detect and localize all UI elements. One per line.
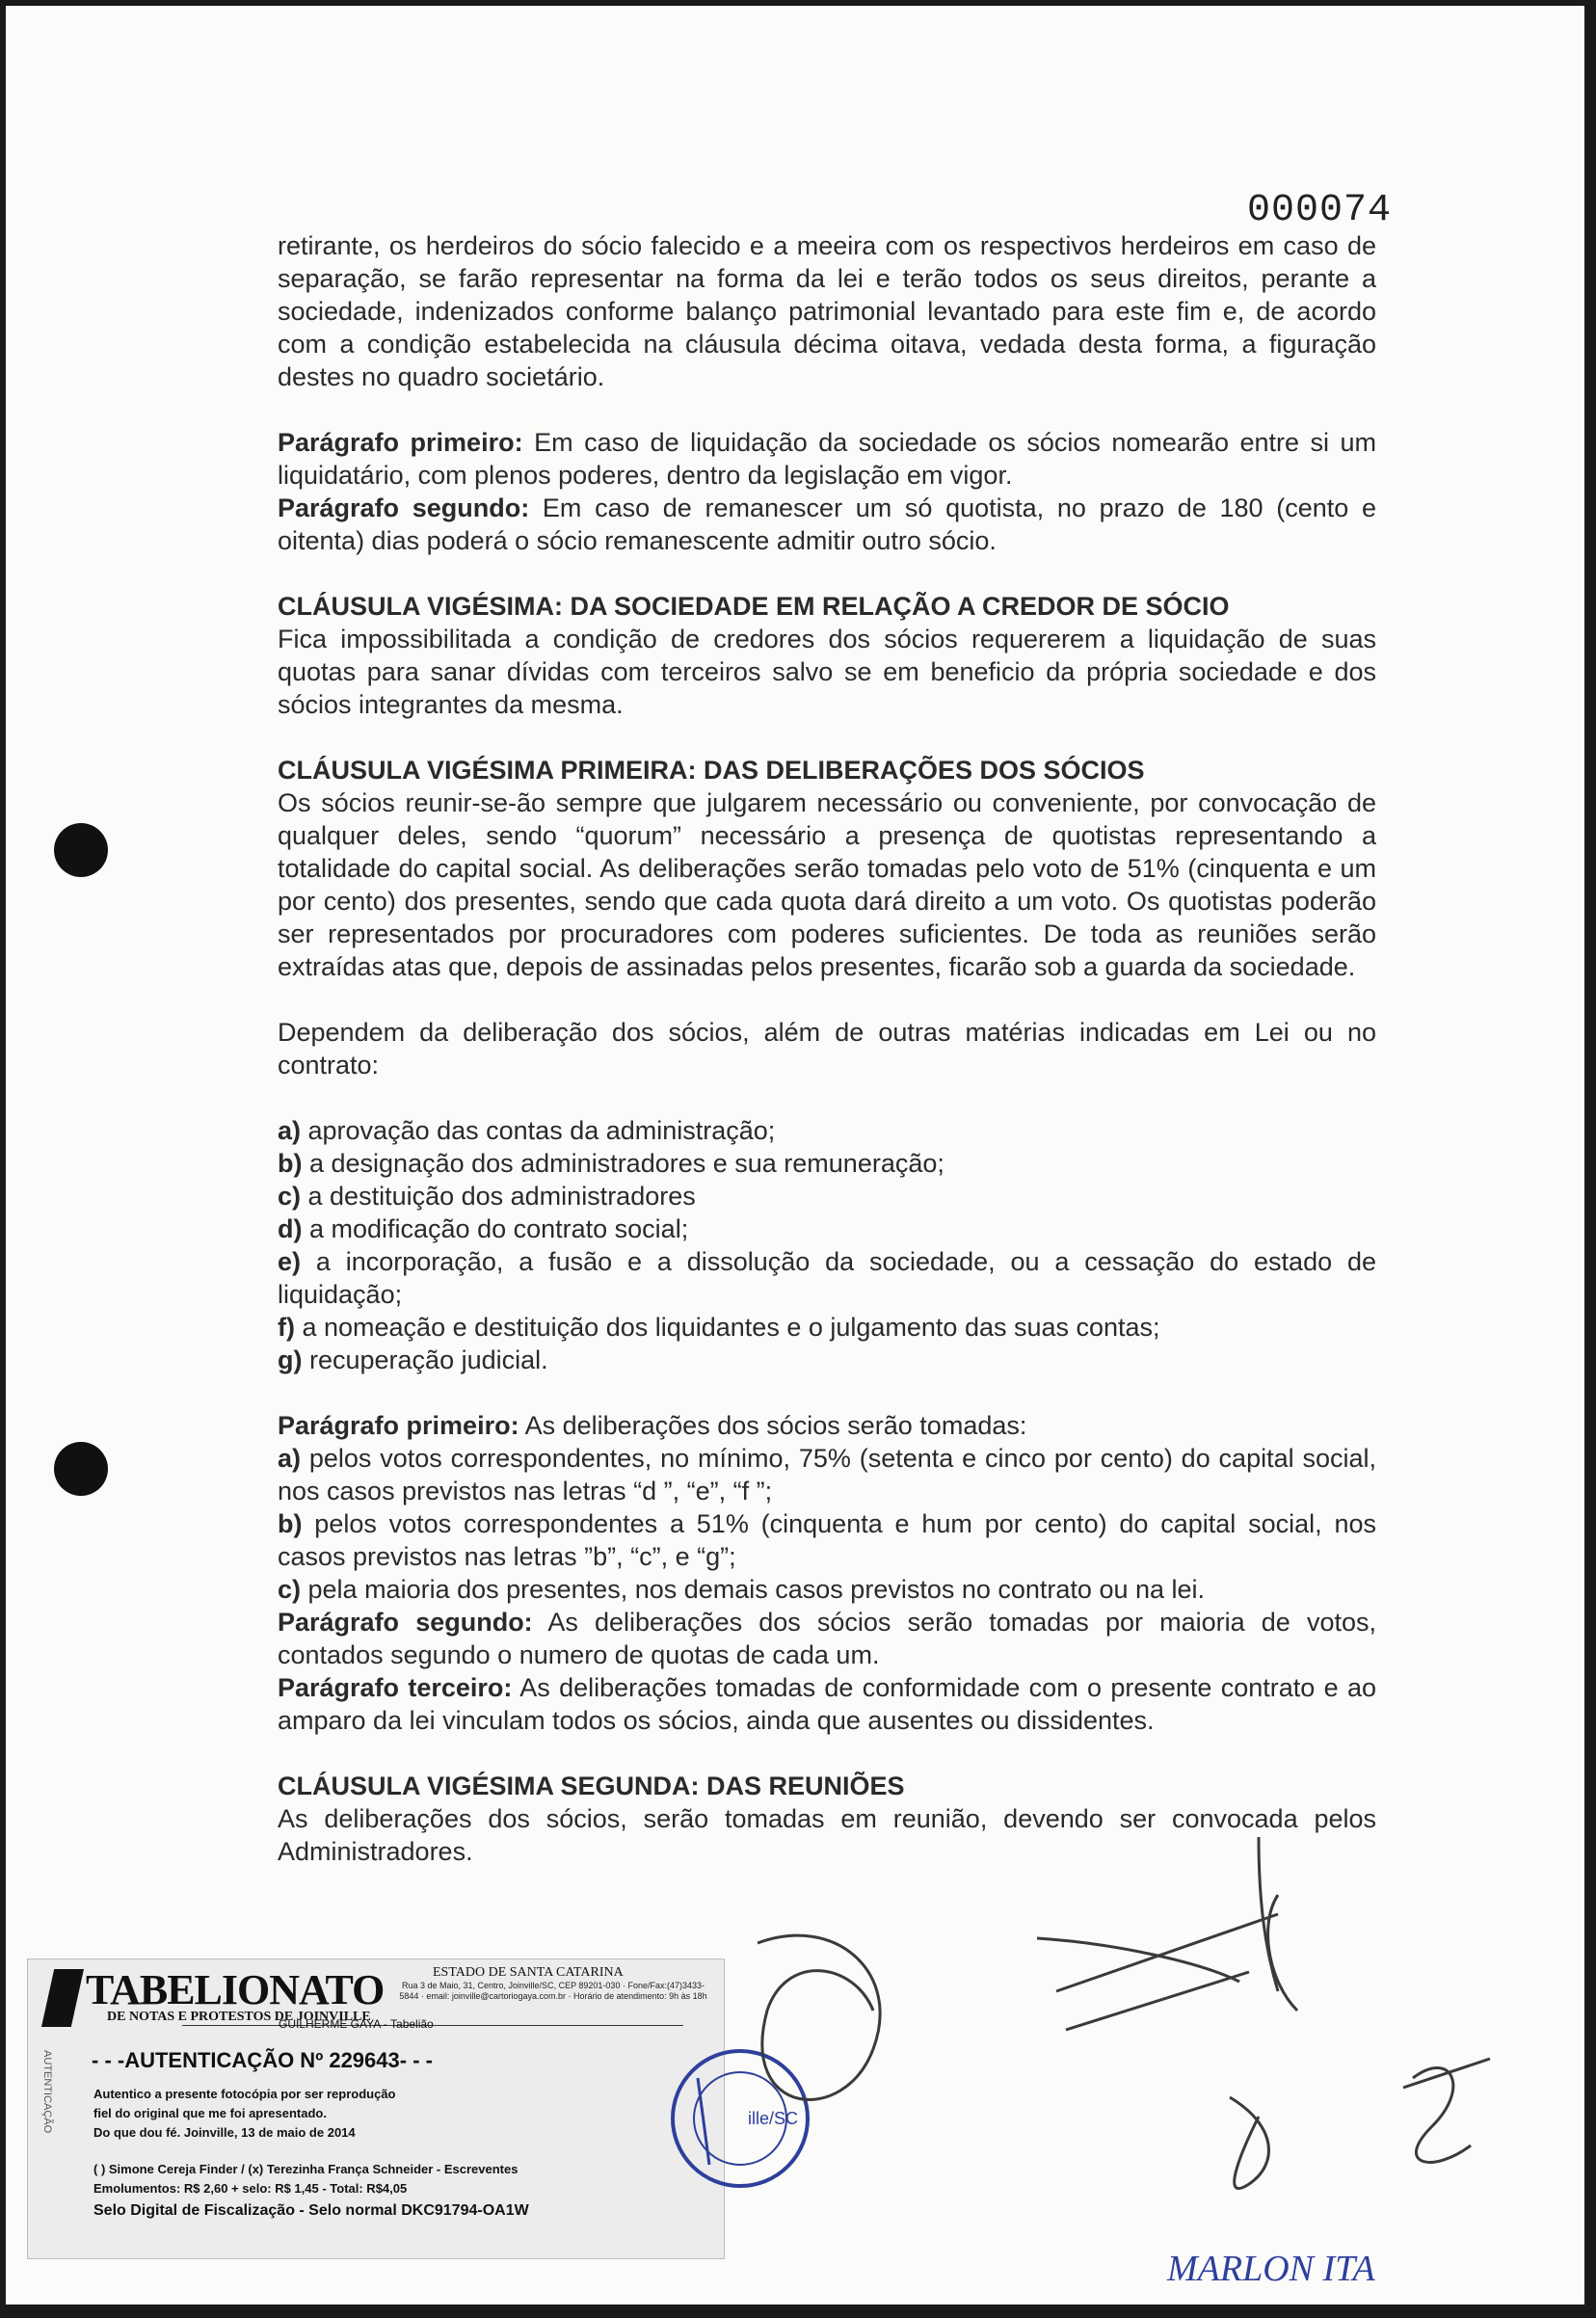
clause-20-heading: CLÁUSULA VIGÉSIMA: DA SOCIEDADE EM RELAÇÃO A CREDOR DE SÓCIO — [278, 592, 1230, 621]
clause-21-heading: CLÁUSULA VIGÉSIMA PRIMEIRA: DAS DELIBERAÇÕES DOS SÓCIOS — [278, 756, 1145, 785]
liquidation-paragraph-1: Parágrafo primeiro: Em caso de liquidação da sociedade os sócios nomearão entre si um liquidatário, com plenos poderes, dentro da legislação em vigor. — [278, 428, 1376, 490]
clause-21-paragraph-3: Parágrafo terceiro: As deliberações tomadas de conformidade com o presente contrato e ao amparo da lei vinculam todos os sócios, ainda que ausentes ou dissidentes. — [278, 1673, 1376, 1735]
clause-22-heading: CLÁUSULA VIGÉSIMA SEGUNDA: DAS REUNIÕES — [278, 1772, 905, 1800]
list-item: c) a destituição dos administradores — [278, 1182, 696, 1211]
handwritten-signature — [758, 1837, 1490, 2189]
stamp-line: ( ) Simone Cereja Finder / (x) Terezinha França Schneider - Escreventes — [93, 2162, 519, 2176]
authentication-number: - - -AUTENTICAÇÃO Nº 229643- - - — [92, 2048, 433, 2072]
list-item: b) a designação dos administradores e sua remuneração; — [278, 1149, 944, 1178]
stamp-line: fiel do original que me foi apresentado. — [93, 2106, 327, 2120]
notary-owner: GUILHERME GAYA - Tabelião — [279, 2017, 434, 2031]
clause-22-text: As deliberações dos sócios, serão tomadas em reunião, devendo ser convocada pelos Administradores. — [278, 1804, 1376, 1866]
stamp-line: Autentico a presente fotocópia por ser reprodução — [93, 2087, 396, 2101]
svg-text:ille/SC: ille/SC — [748, 2109, 799, 2128]
clause-21-paragraph-1: Parágrafo primeiro: As deliberações dos sócios serão tomadas: — [278, 1411, 1027, 1440]
stamp-side-label: AUTENTICAÇÃO — [41, 2050, 53, 2134]
notary-brand-subtitle: DE NOTAS E PROTESTOS DE JOINVILLE — [107, 2010, 371, 2024]
document-number: 000074 — [1247, 189, 1393, 232]
signatures-and-seal — [6, 6, 1584, 2305]
stamp-line: Do que dou fé. Joinville, 13 de maio de 2014 — [93, 2125, 356, 2140]
liquidation-paragraph-2: Parágrafo segundo: Em caso de remanescer um só quotista, no prazo de 180 (cento e oitenta) dias poderá o sócio remanescente admitir outro sócio. — [278, 493, 1376, 555]
notary-state: ESTADO DE SANTA CATARINA — [433, 1965, 624, 1980]
round-seal-icon — [673, 2051, 808, 2186]
list-item: e) a incorporação, a fusão e a dissolução da sociedade, ou a cessação do estado de liquidação; — [278, 1247, 1376, 1309]
notary-brand: TABELIONATO — [86, 1966, 385, 2013]
list-item: g) recuperação judicial. — [278, 1346, 548, 1374]
list-item: a) aprovação das contas da administração; — [278, 1116, 776, 1145]
document-page — [6, 6, 1584, 2305]
stamp-line: Selo Digital de Fiscalização - Selo normal DKC91794-OA1W — [93, 2202, 529, 2219]
list-item: d) a modificação do contrato social; — [278, 1214, 689, 1243]
list-item: a) pelos votos correspondentes, no mínimo, 75% (setenta e cinco por cento) do capital social, nos casos previstos nas letras “d ”, “e”, “f ”; — [278, 1444, 1376, 1505]
list-item: f) a nomeação e destituição dos liquidantes e o julgamento das suas contas; — [278, 1313, 1160, 1342]
clause-21-text: Os sócios reunir-se-ão sempre que julgarem necessário ou conveniente, por convocação de qualquer deles, sendo “quorum” necessário a presença de quotistas representando a totalidade do capital social. As deliberações serão tomadas pelo voto de 51% (cinquenta e um por cento) dos presentes, sendo que cada quota dará direito a um voto. Os quotistas poderão ser representados por procuradores com poderes suficientes. De toda as reuniões serão extraídas atas que, depois de assinadas pelos presentes, ficarão sob a guarda da sociedade. — [278, 788, 1376, 981]
list-item: b) pelos votos correspondentes a 51% (cinquenta e hum por cento) do capital social, nos casos previstos nas letras ”b”, “c”, e “g”; — [278, 1509, 1376, 1571]
handwritten-name: MARLON ITA — [1167, 2249, 1375, 2289]
clause-21-depend: Dependem da deliberação dos sócios, além de outras matérias indicadas em Lei ou no contrato: — [278, 1018, 1376, 1079]
list-item: c) pela maioria dos presentes, nos demais casos previstos no contrato ou na lei. — [278, 1575, 1206, 1604]
stamp-line: Emolumentos: R$ 2,60 + selo: R$ 1,45 - Total: R$4,05 — [93, 2181, 408, 2196]
paragraph-retirante: retirante, os herdeiros do sócio falecido e a meeira com os respectivos herdeiros em caso de separação, se farão representar na forma da lei e terão todos os seus direitos, perante a sociedade, indenizados conforme balanço patrimonial levantado para este fim e, de acordo com a condição estabelecida na cláusula décima oitava, vedada desta forma, a figuração destes no quadro societário. — [278, 231, 1376, 391]
clause-21-paragraph-2: Parágrafo segundo: As deliberações dos sócios serão tomadas por maioria de votos, contados segundo o numero de quotas de cada um. — [278, 1608, 1376, 1669]
notary-address: Rua 3 de Maio, 31, Centro, Joinville/SC, CEP 89201-030 · Fone/Fax:(47)3433-5844 · email: joinville@cartoriogaya.com.br · Horário de atendimento: 9h às 18h — [399, 1981, 707, 2001]
clause-20-text: Fica impossibilitada a condição de credores dos sócios requererem a liquidação de suas quotas para sanar dívidas com terceiros salvo se em beneficio da própria sociedade e dos sócios integrantes da mesma. — [278, 625, 1376, 719]
